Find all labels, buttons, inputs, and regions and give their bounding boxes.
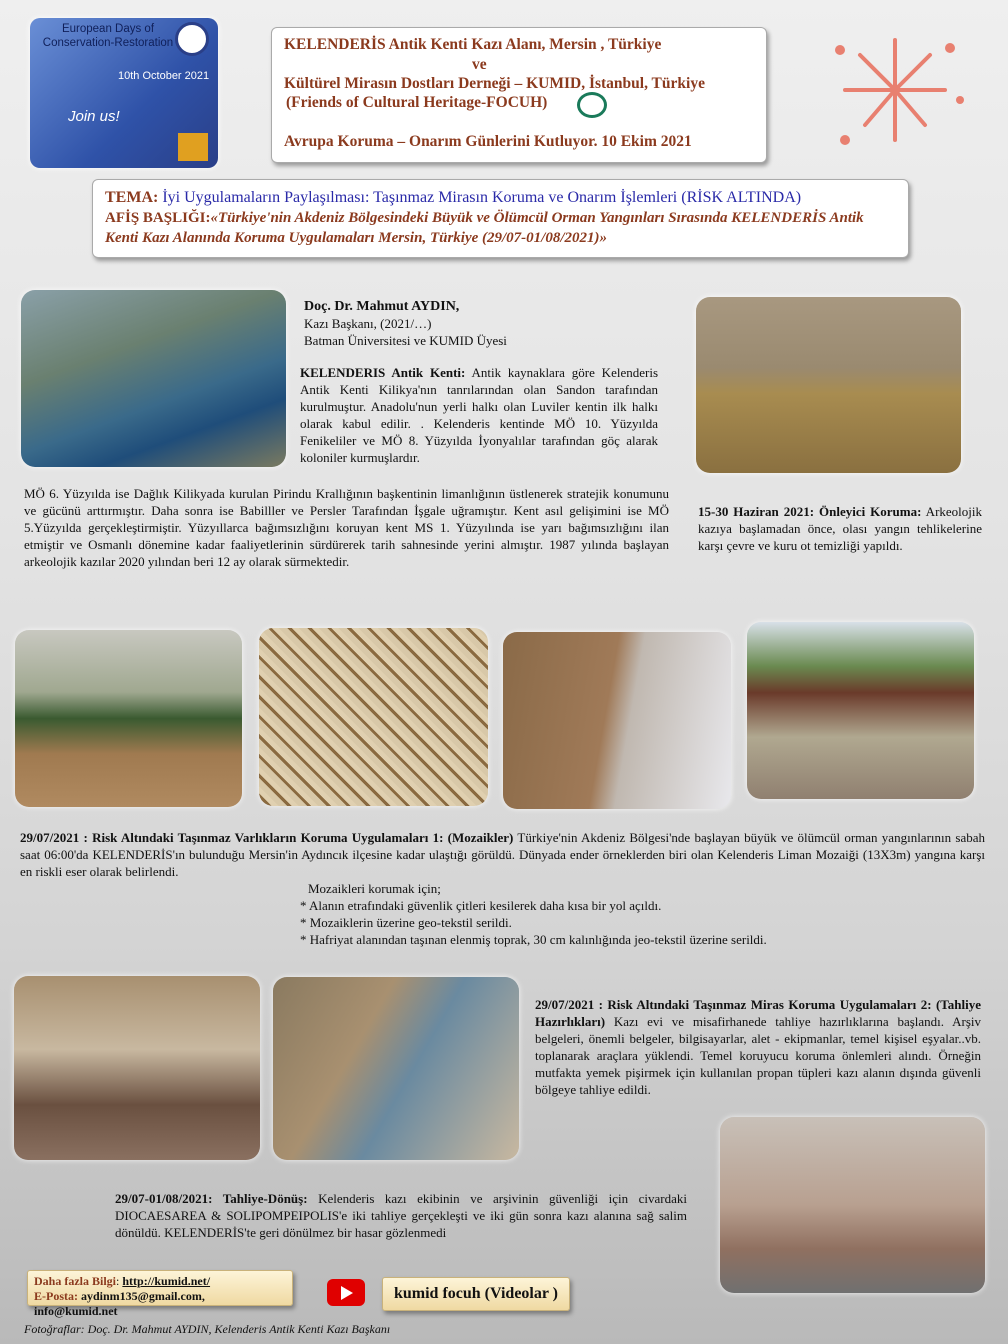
poster-title-line [105,208,896,248]
evacuation-house-photo [14,976,260,1160]
intro-text [300,364,658,466]
return-body: Kelenderis kazı ekibinin ve arşivinin güvenliği için civardaki DIOCAESAREA & SOLIPOMPEIPOLIS'e iki tahliye gerçekleşti ve iki gün sonra kazı alanına sağ salim dönüldü. KELENDERİS'te geri dönülmez bir hasar gözlenmedi [115,1191,687,1240]
header-line1: KELENDERİS Antik Kenti Kazı Alanı, Mersin , Türkiye [284,36,662,53]
email-label: E-Posta: [34,1289,78,1303]
mosaic-list-item: * Mozaiklerin üzerine geo-tekstil serildi. [300,915,512,930]
email-addresses[interactable]: aydinm135@gmail.com, info@kumid.net [34,1289,205,1318]
intro-body: Antik kaynaklara göre Kelenderis Antik Kenti Kilikya'nın tanrılarından olan Sandon tarafından kurulmuştur. Anadolu'nun yerli halkı olan Luviler kentin ilk halkı olarak kabul edilir. . Kelenderis kentinde MÖ 10. Yüzyılda Fenikeliler ve MÖ 8. Yüzyılda İyonyalılar tarafından göç alarak koloniler kurmuşlardır. [300,365,658,465]
logo-date: 10th October 2021 [118,70,210,82]
mosaic-label: 29/07/2021 : Risk Altındaki Taşınmaz Varlıkların Koruma Uygulamaları 1: (Mozaikler) [20,830,514,845]
header-line5: Avrupa Koruma – Onarım Günlerini Kutluyor. 10 Ekim 2021 [284,133,692,150]
afis-text: «Türkiye'nin Akdeniz Bölgesindeki Büyük ve Ölümcül Orman Yangınları Sırasında KELENDERİS Antik Kenti Kazı Alanında Koruma Uygulamaları Mersin, Türkiye (29/07-01/08/2021)» [105,210,864,246]
harbour-mosaic-photo [259,628,488,806]
contact-box [27,1270,293,1318]
intro-label: KELENDERIS Antik Kenti: [300,365,466,380]
mosaic-list-intro: Mozaikleri korumak için; [308,881,441,896]
prevent-text [698,503,982,554]
evacuation-text [535,996,981,1098]
theme-line [105,188,896,208]
photo-credits: Fotoğraflar: Doç. Dr. Mahmut AYDIN, Kelenderis Antik Kenti Kazı Başkanı [24,1322,391,1336]
shelter-photo [747,622,974,799]
website-link[interactable]: http://kumid.net/ [122,1274,211,1288]
tema-text: İyi Uygulamaların Paylaşılması: Taşınmaz Mirasın Koruma ve Onarım İşlemleri (RİSK ALTINDA) [158,189,802,206]
site-cleaning-photo [696,297,961,473]
logo-badge [178,133,208,161]
mosaic-body: Türkiye'nin Akdeniz Bölgesi'nde başlayan büyük ve ölümcül orman yangınlarının sabah saat 06:00'da KELENDERİS'ın bulunduğu Mersin'in Aydıncık ilçesine kadar ulaştığı görüldü. Dünyada ender örneklerden biri olan Kelenderis Liman Mozaiği (13X3m) yangına karşı en riskli eser olarak belirlendi. [20,830,985,879]
logo-line2: Conservation-Restoration [42,37,174,49]
evac-body: Kazı evi ve misafirhanede tahliye hazırlıklarına başlandı. Arşiv belgeleri, önemli belgeler, bilgisayarlar, alet - ekipmanlar, temel kişisel eşyalar..vb. toplanarak araçlara yüklendi. Temel koruyucu koruma önlemleri alındı. Örneğin mutfakta yemek pişirmek için kullanılan propan tüpleri kazı alanın dışında güvenli bölgeye tahliye edildi. [535,1014,981,1097]
author-role: Kazı Başkanı, (2021/…) [304,316,432,331]
videos-button[interactable]: kumid focuh (Videolar ) [382,1277,570,1311]
youtube-icon[interactable] [327,1279,365,1306]
tema-label: TEMA: [105,189,159,206]
author-name: Doç. Dr. Mahmut AYDIN, [304,299,460,314]
aerial-photo [21,290,286,467]
logo-title [38,22,178,50]
info-label: Daha fazla Bilgi [34,1274,117,1288]
mosaic-list-item: * Alanın etrafındaki güvenlik çitleri kesilerek daha kısa bir yol açıldı. [300,898,662,913]
prevent-label: 15-30 Haziran 2021: Önleyici Koruma: [698,504,922,519]
mosaic-list [300,880,767,948]
header-line4: (Friends of Cultural Heritage-FOCUH) [286,94,548,111]
theme-box [92,179,909,258]
ecco-icon [175,22,209,56]
header-line3: Kültürel Mirasın Dostları Derneği – KUMID, İstanbul, Türkiye [284,75,705,92]
mosaic-list-item: * Hafriyat alanından taşınan elenmiş toprak, 30 cm kalınlığında jeo-tekstil üzerine serildi. [300,932,767,947]
propane-tank-photo [273,977,519,1160]
author-affiliation: Batman Üniversitesi ve KUMID Üyesi [304,333,507,348]
return-label: 29/07-01/08/2021: Tahliye-Dönüş: [115,1191,308,1206]
return-text [115,1190,687,1241]
author-block [304,298,507,349]
info-sep: : [116,1274,123,1288]
evac-label: 29/07/2021 : Risk Altındaki Taşınmaz Miras Koruma Uygulamaları 2: (Tahliye Hazırlıkları) [535,997,981,1029]
logo-line1: European Days of [61,23,155,35]
afis-label: AFİŞ BAŞLIĞI: [105,210,211,226]
european-days-logo [30,18,218,168]
kumid-logo-icon [577,92,607,118]
fire-smoke-photo [15,630,242,807]
header-box [271,27,767,163]
geotextile-photo [503,632,731,809]
prevent-body: Arkeolojik kazıya başlamadan önce, olası yangın tehlikelerine karşı çevre ve kuru ot temizliği yapıldı. [698,504,983,553]
mosaic-text [20,829,985,880]
fireworks-icon [820,30,970,150]
logo-join: Join us! [68,108,120,125]
history-text: MÖ 6. Yüzyılda ise Dağlık Kilikyada kurulan Pirindu Krallığının başkentinin limanlığının üstlenerek stratejik konumunu ve gücünü arttırmıştır. Daha sonra ise Babilller ve Persler Tarafından İşgale uğramıştır. Kent asıl gelişimini ise MÖ 5.Yüzyılda gerçekleştirmiştir. Yüzyıllarca bağımsızlığını koruyan kent MS 1. Yüzyılında ise yarı bağımsızlığını ilan etmiştir ve Osmanlı dönemine kadar faaliyetlerinin sürdürerek tarih sahnesinde yerini almıştır. 1987 yılında başlayan arkeolojik kazılar 2020 yılından beri 12 ay olarak sürmektedir. [24,486,669,569]
forest-fire-road-photo [720,1117,985,1293]
header-line2: ve [472,56,487,73]
